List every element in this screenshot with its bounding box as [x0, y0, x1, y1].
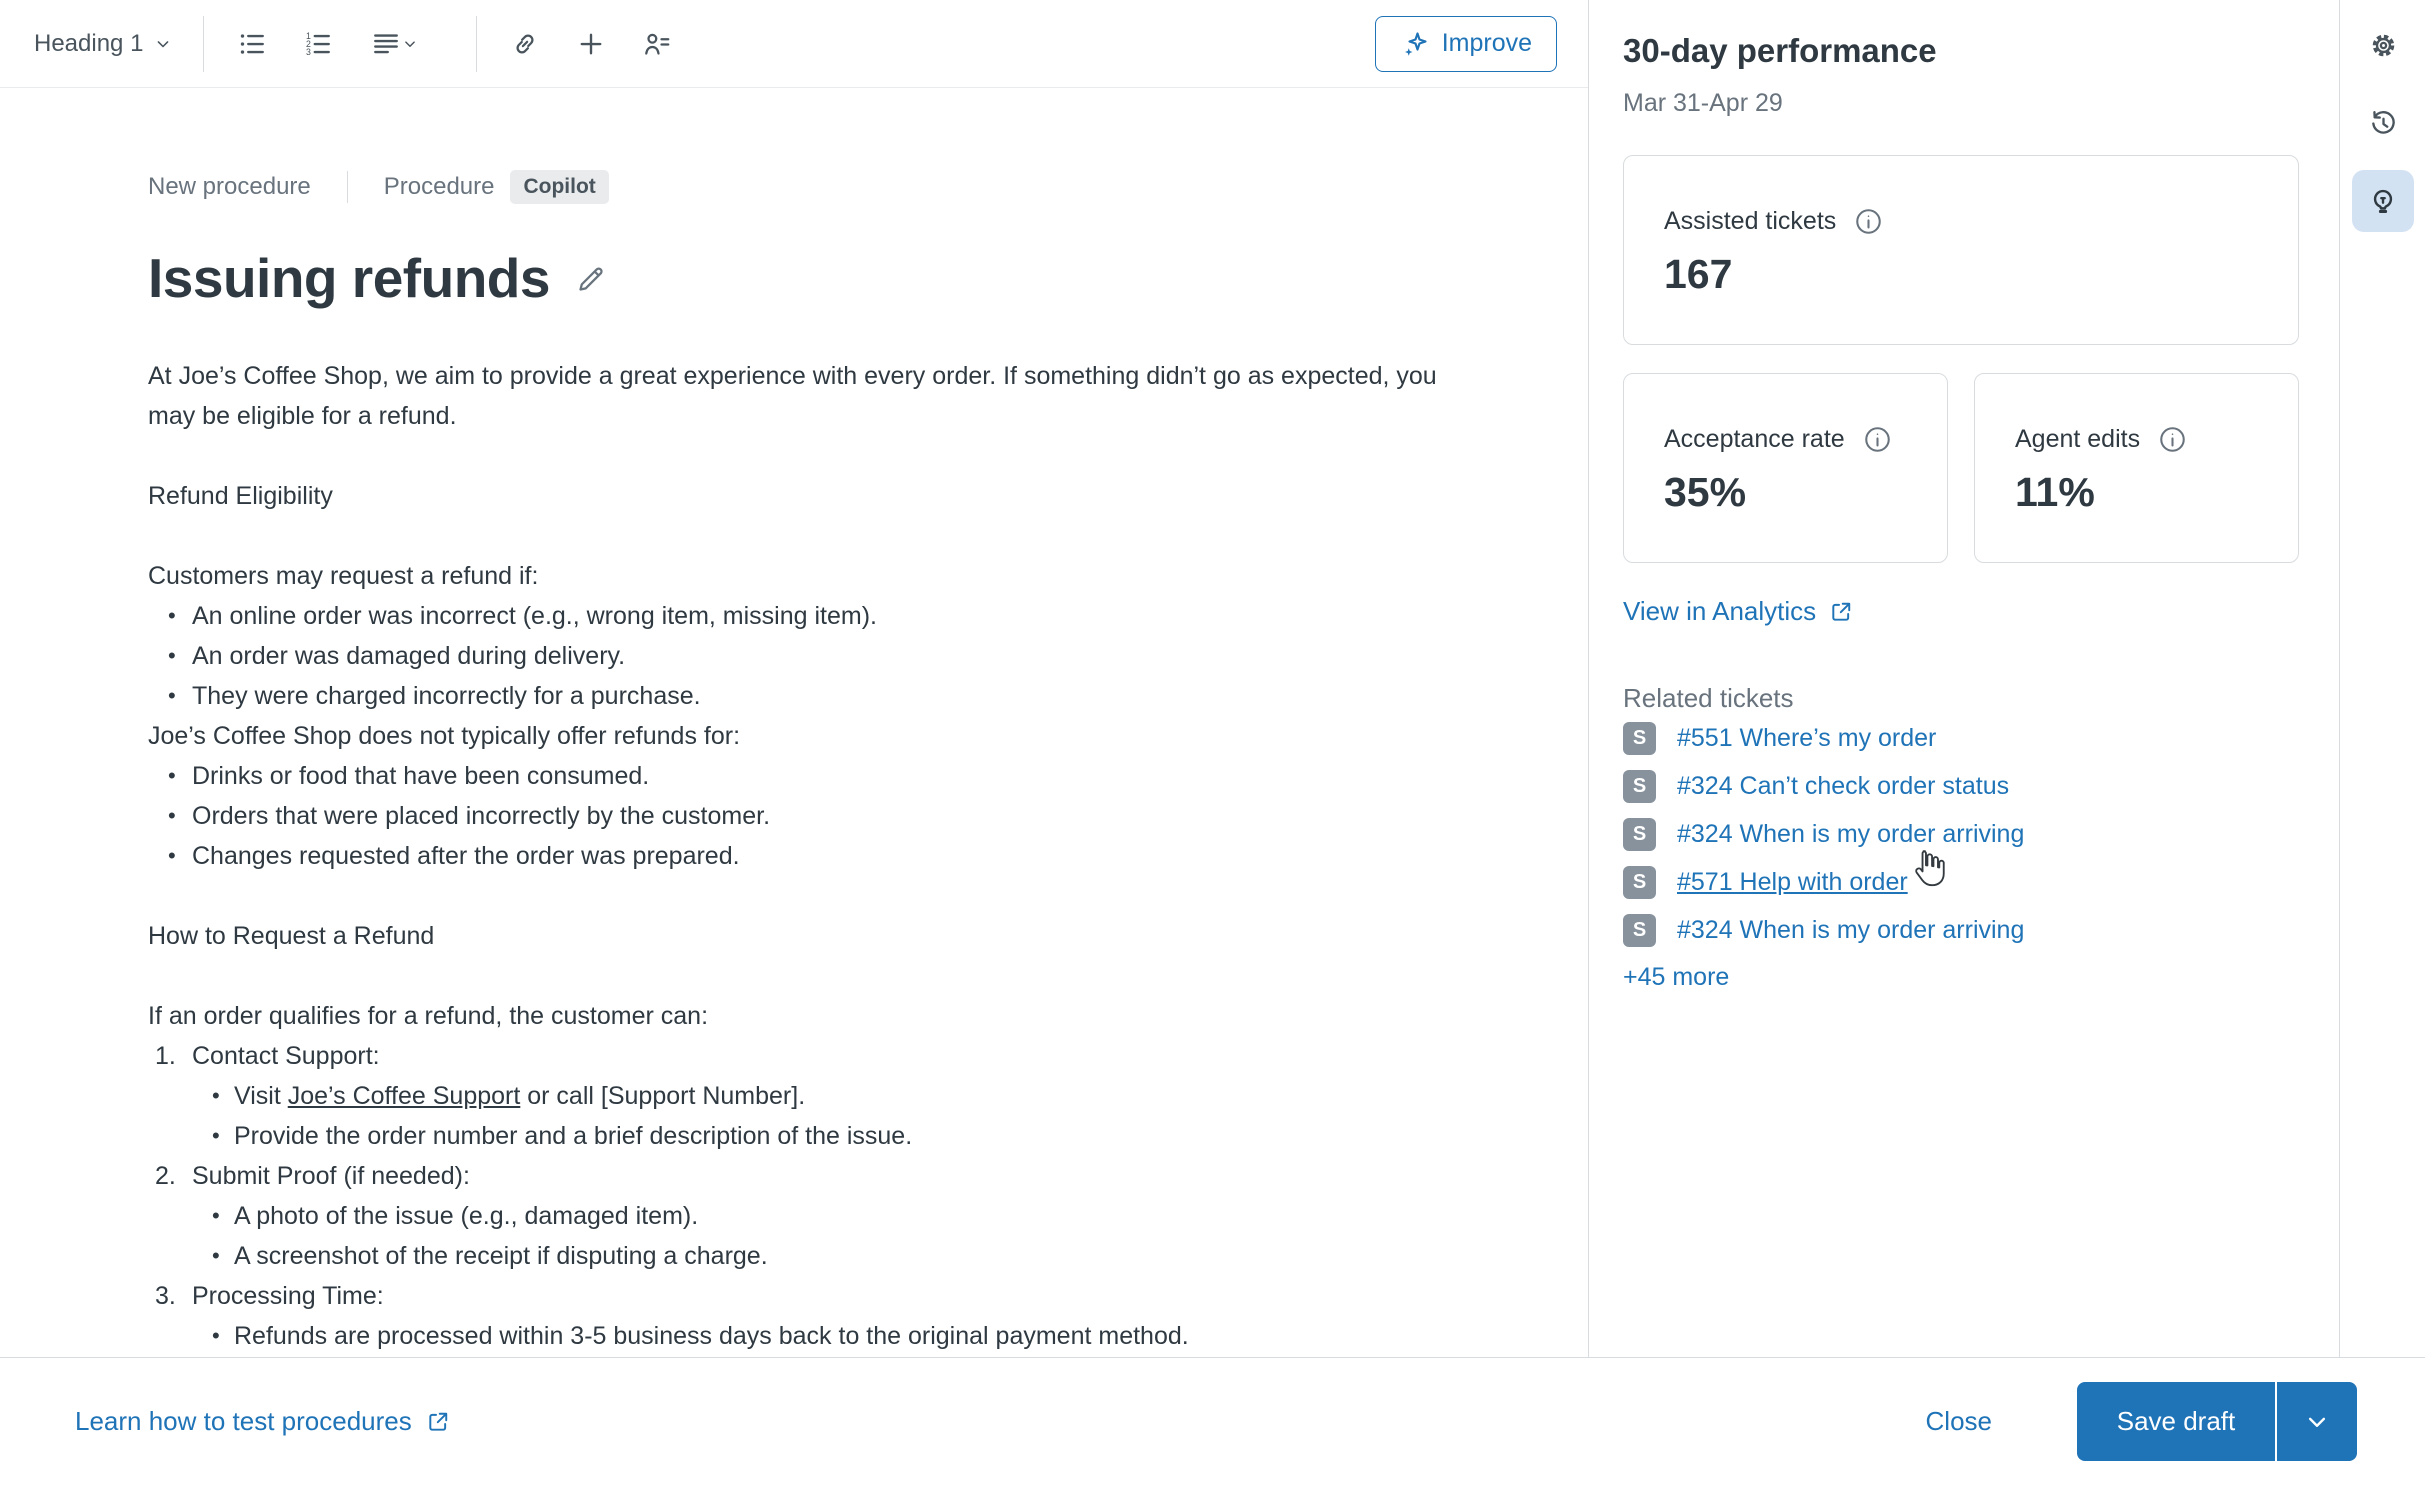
- channel-badge: S: [1623, 770, 1656, 803]
- gear-icon: [2367, 29, 2400, 62]
- assisted-tickets-value: 167: [1664, 251, 1733, 297]
- channel-badge: S: [1623, 866, 1656, 899]
- doc-text: Customers may request a refund if:: [148, 562, 539, 590]
- view-in-analytics-link[interactable]: [1623, 596, 1854, 627]
- doc-number-marker: 1.: [155, 1042, 176, 1070]
- pencil-icon[interactable]: [574, 262, 608, 296]
- bullet-list-button[interactable]: [230, 22, 274, 66]
- doc-text: Contact Support:: [192, 1042, 380, 1070]
- ticket-row: [1623, 714, 2299, 762]
- doc-text: Processing Time:: [192, 1282, 384, 1310]
- document-area[interactable]: [0, 89, 1588, 1357]
- doc-number-marker: 2.: [155, 1162, 176, 1190]
- doc-text: Submit Proof (if needed):: [192, 1162, 470, 1190]
- external-link-icon: [1828, 599, 1854, 625]
- doc-numbered-item: [148, 1276, 1438, 1316]
- link-icon: [510, 29, 540, 59]
- doc-text: Joe’s Coffee Shop does not typically offer refunds for:: [148, 722, 741, 750]
- numbered-list-icon: [303, 29, 333, 59]
- channel-badge: S: [1623, 914, 1656, 947]
- channel-badge: S: [1623, 818, 1656, 851]
- save-options-button[interactable]: [2277, 1382, 2357, 1461]
- info-icon[interactable]: [1853, 206, 1884, 237]
- doc-bullet-item: [148, 796, 1438, 836]
- assisted-tickets-label: Assisted tickets: [1664, 207, 1837, 235]
- ticket-row: [1623, 810, 2299, 858]
- doc-bullet-item: [148, 636, 1438, 676]
- toolbar-divider: [203, 16, 204, 72]
- acceptance-rate-card: [1623, 373, 1948, 563]
- tool-rail: [2341, 0, 2425, 1357]
- block-format-select[interactable]: [30, 24, 177, 64]
- performance-panel: [1590, 0, 2340, 1357]
- insert-link-button[interactable]: [503, 22, 547, 66]
- document-body[interactable]: [148, 356, 1438, 1356]
- doc-paragraph: [148, 356, 1438, 436]
- doc-text: They were charged incorrectly for a purchase.: [192, 682, 701, 710]
- doc-paragraph: [148, 716, 1438, 756]
- learn-link-label: Learn how to test procedures: [75, 1406, 412, 1436]
- breadcrumb: [148, 169, 1488, 205]
- agent-edits-value: 11%: [2015, 469, 2095, 515]
- chevron-down-icon: [2302, 1407, 2332, 1437]
- doc-text: Changes requested after the order was prepared.: [192, 842, 740, 870]
- doc-sub-bullet-item: [148, 1236, 1438, 1276]
- numbered-list-button[interactable]: [296, 22, 340, 66]
- doc-bullet-item: [148, 836, 1438, 876]
- doc-text: If an order qualifies for a refund, the customer can:: [148, 1002, 709, 1030]
- ticket-link[interactable]: #551 Where’s my order: [1677, 723, 1937, 752]
- more-tickets-link[interactable]: +45 more: [1623, 963, 1730, 991]
- doc-text: Refund Eligibility: [148, 482, 333, 510]
- doc-text: An order was damaged during delivery.: [192, 642, 626, 670]
- doc-sub-bullet-item: [148, 1116, 1438, 1156]
- alignment-select[interactable]: [362, 22, 428, 66]
- ticket-row: [1623, 858, 2299, 906]
- doc-text: A screenshot of the receipt if disputing a charge.: [234, 1242, 768, 1270]
- lightbulb-icon: [2366, 184, 2400, 218]
- ticket-row: [1623, 762, 2299, 810]
- related-tickets-list: [1623, 714, 2299, 954]
- doc-inline-link[interactable]: Joe’s Coffee Support: [287, 1082, 521, 1110]
- doc-text: or call [Support Number].: [520, 1082, 806, 1110]
- channel-badge: S: [1623, 722, 1656, 755]
- bullet-list-icon: [237, 29, 267, 59]
- doc-text: Orders that were placed incorrectly by the customer.: [192, 802, 771, 830]
- plus-icon: [576, 29, 606, 59]
- doc-text: Refunds are processed within 3-5 business days back to the original payment method.: [234, 1322, 1189, 1350]
- mention-user-button[interactable]: [635, 22, 679, 66]
- ticket-link[interactable]: #324 When is my order arriving: [1677, 819, 2025, 848]
- acceptance-rate-value: 35%: [1664, 469, 1747, 515]
- improve-button[interactable]: [1375, 16, 1557, 72]
- related-tickets-title: Related tickets: [1623, 683, 1794, 713]
- breadcrumb-divider: [347, 171, 348, 203]
- history-icon: [2367, 107, 2400, 140]
- assisted-tickets-card: [1623, 155, 2299, 345]
- insights-button[interactable]: [2352, 170, 2414, 232]
- toolbar-divider: [476, 16, 477, 72]
- footer-bar: [0, 1357, 2425, 1485]
- chevron-down-icon: [401, 35, 419, 53]
- doc-text: At Joe’s Coffee Shop, we aim to provide a great experience with every order. If something didn’t go as expected, you may be eligible for a refund.: [148, 362, 1437, 430]
- doc-paragraph: [148, 476, 1438, 516]
- performance-title: 30-day performance: [1623, 32, 1937, 69]
- sparkle-icon: [1400, 29, 1430, 59]
- doc-sub-bullet-item: [148, 1196, 1438, 1236]
- align-left-icon: [371, 29, 401, 59]
- view-in-analytics-label: View in Analytics: [1623, 596, 1817, 626]
- title-row: [148, 241, 1488, 316]
- ticket-row: [1623, 906, 2299, 954]
- info-icon[interactable]: [2157, 424, 2188, 455]
- ticket-link[interactable]: #324 When is my order arriving: [1677, 915, 2025, 944]
- doc-text: A photo of the issue (e.g., damaged item).: [234, 1202, 699, 1230]
- save-draft-split-button: [2077, 1382, 2357, 1461]
- close-button[interactable]: Close: [1925, 1406, 1992, 1436]
- doc-bullet-item: [148, 596, 1438, 636]
- doc-paragraph: [148, 996, 1438, 1036]
- doc-text: Visit: [234, 1082, 288, 1110]
- external-link-icon: [425, 1409, 451, 1435]
- editor-toolbar: [0, 0, 1588, 88]
- insert-button[interactable]: [569, 22, 613, 66]
- page-title[interactable]: Issuing refunds: [148, 247, 550, 309]
- learn-link[interactable]: [75, 1406, 451, 1437]
- doc-bullet-item: [148, 676, 1438, 716]
- agent-edits-card: [1974, 373, 2299, 563]
- doc-sub-bullet-item: [148, 1076, 1438, 1116]
- doc-text: Provide the order number and a brief description of the issue.: [234, 1122, 913, 1150]
- breadcrumb-item-new-procedure[interactable]: New procedure: [148, 173, 311, 200]
- doc-number-marker: 3.: [155, 1282, 176, 1310]
- doc-numbered-item: [148, 1036, 1438, 1076]
- save-draft-button[interactable]: Save draft: [2077, 1382, 2277, 1461]
- ticket-link[interactable]: #571 Help with order: [1677, 867, 1908, 896]
- chevron-down-icon: [153, 34, 173, 54]
- doc-paragraph: [148, 916, 1438, 956]
- acceptance-rate-label: Acceptance rate: [1664, 425, 1845, 453]
- doc-text: Drinks or food that have been consumed.: [192, 762, 650, 790]
- block-format-label: Heading 1: [34, 29, 144, 57]
- info-icon[interactable]: [1862, 424, 1893, 455]
- ticket-link[interactable]: #324 Can’t check order status: [1677, 771, 2010, 800]
- person-list-icon: [642, 29, 672, 59]
- doc-paragraph: [148, 556, 1438, 596]
- doc-sub-bullet-item: [148, 1316, 1438, 1356]
- improve-label: Improve: [1441, 29, 1532, 57]
- date-range: Mar 31-Apr 29: [1623, 89, 1783, 117]
- doc-text: An online order was incorrect (e.g., wrong item, missing item).: [192, 602, 877, 630]
- copilot-badge: Copilot: [510, 170, 608, 204]
- breadcrumb-item-procedure[interactable]: Procedure: [383, 173, 495, 200]
- doc-numbered-item: [148, 1156, 1438, 1196]
- doc-bullet-item: [148, 756, 1438, 796]
- history-button[interactable]: [2352, 92, 2414, 154]
- settings-button[interactable]: [2352, 14, 2414, 76]
- agent-edits-label: Agent edits: [2015, 425, 2141, 453]
- doc-text: How to Request a Refund: [148, 922, 435, 950]
